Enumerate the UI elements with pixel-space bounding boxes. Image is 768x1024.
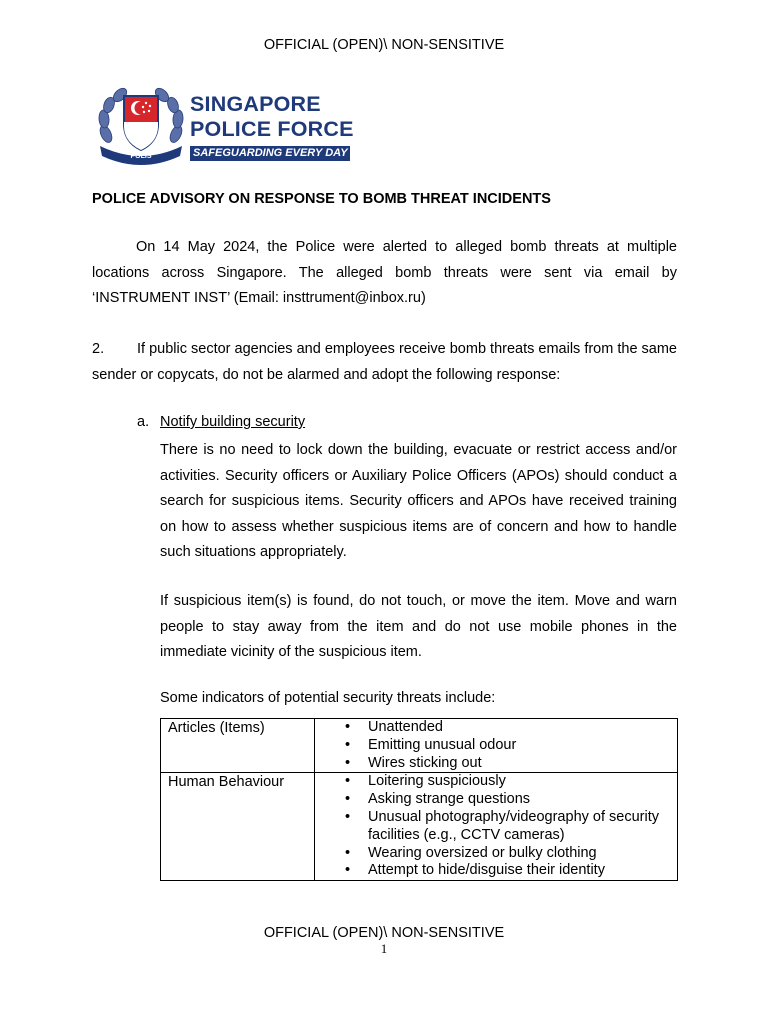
indicators-intro: Some indicators of potential security threats include:: [160, 690, 496, 706]
spf-logo: [96, 86, 356, 168]
list-item: • Emitting unusual odour: [368, 737, 673, 755]
table-cell-items: [315, 773, 678, 881]
item-a-heading-text: Notify building security: [160, 414, 306, 430]
item-a-text-2: If suspicious item(s) is found, do not touch, or move the item. Move and warn people to stay away from the item and do not use mobile phones in the immediate vicinity of the suspicious item.: [160, 593, 677, 660]
list-item: • Wearing oversized or bulky clothing: [368, 845, 673, 863]
logo-tagline: SAFEGUARDING EVERY DAY: [190, 146, 350, 161]
table-cell-category: Articles (Items): [161, 719, 315, 773]
table-cell-category: Human Behaviour: [161, 773, 315, 881]
item-a-text: There is no need to lock down the building, evacuate or restrict access and/or activities. Security officers or Auxiliary Police Officers (APOs) should conduct a search for suspicious items. Security officers and APOs have received training on how to assess whether suspicious items are of concern and how to handle such situations appropriately.: [160, 442, 677, 560]
paragraph-2-number: 2.: [92, 341, 105, 357]
item-a-heading: [137, 414, 305, 430]
list-item: • Asking strange questions: [368, 791, 673, 809]
indicators-table: [160, 718, 678, 881]
crest-banner-text: POLIS: [130, 153, 152, 160]
paragraph-2: [92, 337, 677, 388]
document-title: POLICE ADVISORY ON RESPONSE TO BOMB THREAT INCIDENTS: [92, 191, 551, 207]
paragraph-1: On 14 May 2024, the Police were alerted to alleged bomb threats at multiple locations across Singapore. The alleged bomb threats were sent via email by ‘INSTRUMENT INST’ (Email: insttrument@inbox.ru): [92, 239, 677, 306]
footer-classification: OFFICIAL (OPEN)\ NON-SENSITIVE: [263, 925, 505, 941]
list-item: • Wires sticking out: [368, 755, 673, 773]
list-item: • Attempt to hide/disguise their identity: [368, 862, 673, 880]
list-item: • Unusual photography/videography of security facilities (e.g., CCTV cameras): [368, 809, 673, 845]
logo-line-1: SINGAPORE: [190, 92, 321, 116]
table-row: [161, 773, 678, 881]
bullet-list: [315, 719, 677, 772]
police-crest-icon: [96, 86, 186, 168]
list-item: • Loitering suspiciously: [368, 773, 673, 791]
logo-line-2: POLICE FORCE: [190, 117, 354, 141]
bullet-list: [315, 773, 677, 880]
list-item: • Unattended: [368, 719, 673, 737]
item-a-marker: a.: [137, 414, 150, 430]
header-classification: OFFICIAL (OPEN)\ NON-SENSITIVE: [263, 37, 505, 53]
table-cell-items: [315, 719, 678, 773]
paragraph-2-text: If public sector agencies and employees receive bomb threats emails from the same sender or copycats, do not be alarmed and adopt the following response:: [92, 341, 677, 383]
table-row: [161, 719, 678, 773]
page-number: 1: [380, 941, 388, 956]
